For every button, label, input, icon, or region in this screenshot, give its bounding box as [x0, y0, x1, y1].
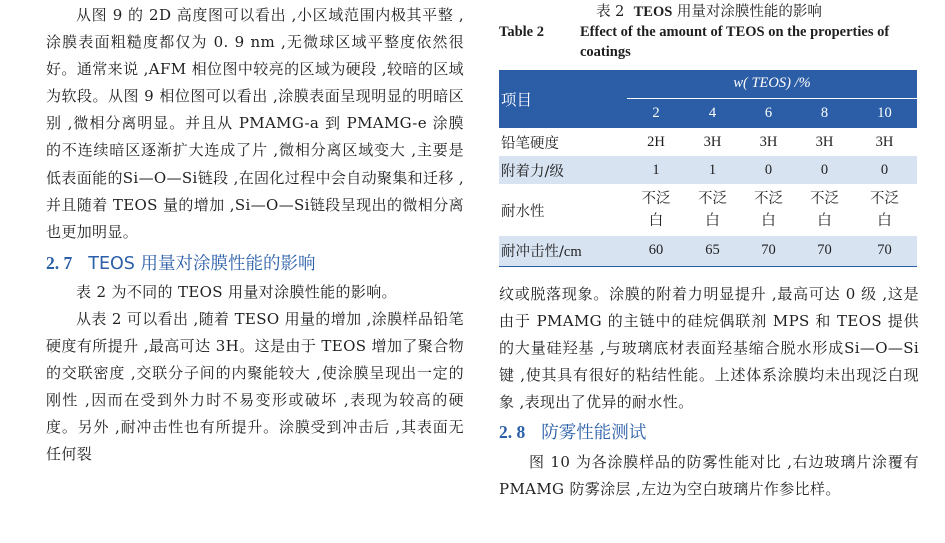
- table-cell-text: 不泛白: [753, 191, 783, 229]
- table-cell-text: 不泛白: [869, 191, 899, 229]
- row-label: 附着力/级: [499, 156, 627, 184]
- table-cell: [740, 184, 797, 236]
- table-caption-cn-text: 用量对涂膜性能的影响: [672, 4, 822, 20]
- group-header: w( TEOS) /%: [627, 70, 917, 98]
- table-cell-text: 不泛白: [809, 191, 839, 229]
- section-number: 2. 7: [46, 252, 73, 273]
- table-caption-en: [499, 22, 919, 62]
- table-cell-text: 不泛白: [641, 191, 671, 229]
- table-cell: 0: [797, 156, 852, 184]
- section-title: 防雾性能测试: [541, 422, 647, 443]
- body-paragraph: 表 2 为不同的 TEOS 用量对涂膜性能的影响。: [76, 282, 397, 301]
- table-cell: 1: [685, 156, 740, 184]
- right-column: [499, 0, 919, 503]
- table-cell: 3H: [759, 133, 778, 150]
- table-cell: 1: [627, 156, 685, 184]
- table-cell: 2H: [647, 133, 665, 150]
- table-cell: 3H: [875, 133, 894, 150]
- table-row: [499, 128, 917, 156]
- table-cell: 0: [852, 156, 917, 184]
- table-cell: [852, 184, 917, 236]
- table-row: [499, 184, 917, 236]
- table-caption-cn: [499, 0, 919, 22]
- row-label: 铅笔硬度: [501, 135, 559, 152]
- column-header: 8: [797, 98, 852, 128]
- teos-properties-table: [499, 70, 917, 267]
- table-row: [499, 156, 917, 184]
- table-cell: 3H: [703, 133, 722, 150]
- table-cell: 0: [740, 156, 797, 184]
- table-caption-en-label: Table 2: [499, 24, 544, 40]
- column-header: 4: [685, 98, 740, 128]
- table-cell: 65: [685, 236, 740, 266]
- section-heading-2-7: [46, 251, 464, 276]
- table-cell: [685, 184, 740, 236]
- table-cell: 60: [627, 236, 685, 266]
- corner-header: 项目: [499, 70, 627, 128]
- row-label-unit: cm: [563, 244, 582, 261]
- left-column: [46, 0, 464, 469]
- table-cell-text: 不泛白: [697, 191, 727, 229]
- table-caption-en-text: Effect of the amount of TEOS on the properties of coatings: [580, 24, 890, 60]
- section-number: 2. 8: [499, 421, 526, 442]
- table-caption-cn-label: 表 2: [596, 4, 625, 20]
- row-label: [499, 236, 627, 266]
- table-cell: [797, 184, 852, 236]
- body-paragraph: 图 10 为各涂膜样品的防雾性能对比 ,右边玻璃片涂覆有 PMAMG 防雾涂层 ,左边为空白玻璃片作参比样。: [499, 452, 919, 499]
- table-cell: 70: [797, 236, 852, 266]
- section-title: TEOS 用量对涂膜性能的影响: [88, 253, 316, 274]
- column-header: 10: [852, 98, 917, 128]
- row-label-text: 耐冲击性/: [501, 244, 564, 261]
- body-paragraph: 从表 2 可以看出 ,随着 TESO 用量的增加 ,涂膜样品铅笔硬度有所提升 ,最高可达 3H。这是由于 TEOS 增加了聚合物的交联密度 ,交联分子间的内聚能较大 ,使涂膜呈现出一定的刚性 ,因而在受到外力时不易变形或破坏 ,表现为较高的硬度。另外 ,耐冲击性也有所提升。涂膜受到冲击后 ,其表面无任何裂: [46, 309, 464, 464]
- table-row: [499, 236, 917, 266]
- row-label: 耐水性: [501, 203, 545, 220]
- table-cell: [627, 184, 685, 236]
- table-cell: 70: [740, 236, 797, 266]
- table-caption-cn-prefix: TEOS: [633, 4, 673, 20]
- table-cell: 70: [852, 236, 917, 266]
- section-heading-2-8: [499, 420, 919, 445]
- column-header: 6: [740, 98, 797, 128]
- body-paragraph: 纹或脱落现象。涂膜的附着力明显提升 ,最高可达 0 级 ,这是由于 PMAMG 的主链中的硅烷偶联剂 MPS 和 TEOS 提供的大量硅羟基 ,与玻璃底材表面羟基缩合脱水形成Si—O—Si键 ,使其具有很好的粘结性能。上述体系涂膜均未出现泛白现象 ,表现出了优异的耐水性。: [499, 284, 919, 411]
- column-header: 2: [627, 98, 685, 128]
- table-cell: 3H: [815, 133, 834, 150]
- body-paragraph: 从图 9 的 2D 高度图可以看出 ,小区域范围内极其平整 ,涂膜表面粗糙度都仅为 0. 9 nm ,无微球区域平整度依然很好。通常来说 ,AFM 相位图中较亮的区域为硬段 ,较暗的区域为软段。从图 9 相位图可以看出 ,涂膜表面呈现明显的明暗区别 ,微相分离明显。并且从 PMAMG-a 到 PMAMG-e 涂膜的不连续暗区逐渐扩大连成了片 ,微相分离区域变大 ,主要是低表面能的Si—O—Si链段 ,在固化过程中会自动聚集和迁移 ,并且随着 TEOS 量的增加 ,Si—O—Si链段呈现出的微相分离也更加明显。: [46, 6, 464, 241]
